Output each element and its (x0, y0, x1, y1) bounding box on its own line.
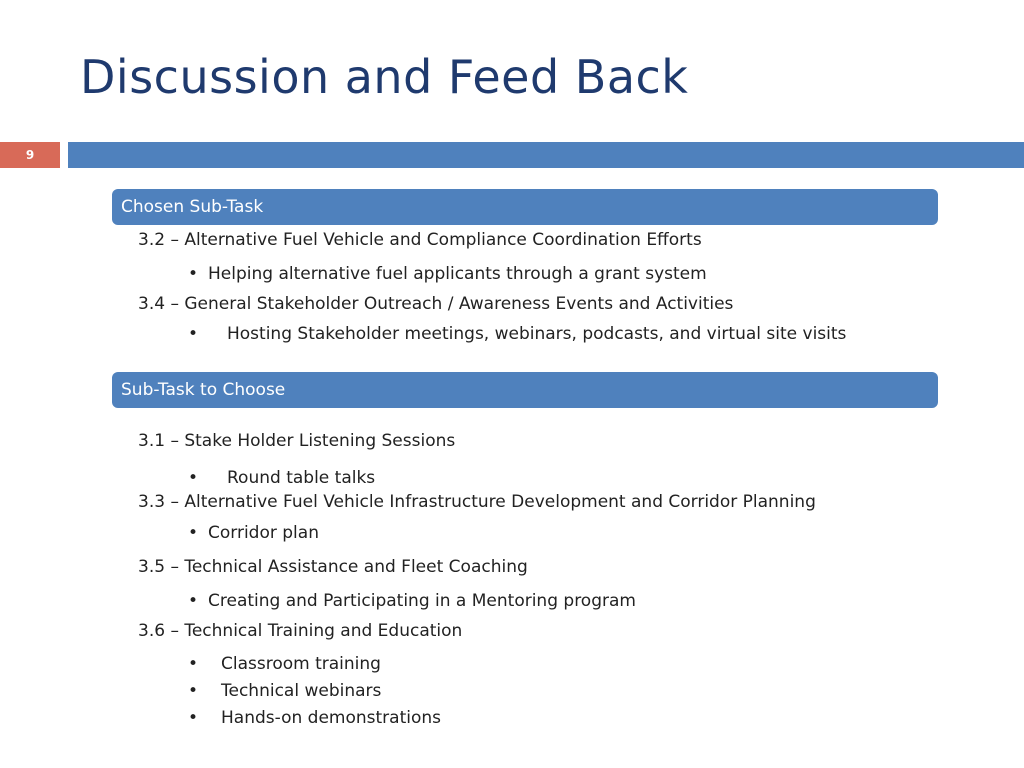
chosen-item-3-4: 3.4 – General Stakeholder Outreach / Awareness Events and Activities (138, 294, 734, 314)
bullet-icon: • (188, 591, 199, 611)
choose-item-3-5-bullet: Creating and Participating in a Mentoring program (208, 591, 636, 611)
choose-item-3-6-bullet-2: Technical webinars (221, 681, 382, 701)
subtask-to-choose-header: Sub-Task to Choose (112, 372, 938, 408)
bullet-icon: • (188, 654, 199, 674)
choose-item-3-3: 3.3 – Alternative Fuel Vehicle Infrastructure Development and Corridor Planning (138, 492, 816, 512)
choose-item-3-1-bullet: Round table talks (227, 468, 376, 488)
chosen-item-3-2: 3.2 – Alternative Fuel Vehicle and Compliance Coordination Efforts (138, 230, 702, 250)
chosen-item-3-2-bullet: Helping alternative fuel applicants through a grant system (208, 264, 707, 284)
bullet-icon: • (188, 324, 199, 344)
bullet-icon: • (188, 523, 199, 543)
slide-title: Discussion and Feed Back (80, 50, 689, 104)
slide-number: 9 (0, 142, 60, 168)
title-divider-bar (68, 142, 1024, 168)
choose-item-3-1: 3.1 – Stake Holder Listening Sessions (138, 431, 456, 451)
chosen-subtask-header: Chosen Sub-Task (112, 189, 938, 225)
choose-item-3-5: 3.5 – Technical Assistance and Fleet Coaching (138, 557, 528, 577)
choose-item-3-6: 3.6 – Technical Training and Education (138, 621, 463, 641)
chosen-item-3-4-bullet: Hosting Stakeholder meetings, webinars, podcasts, and virtual site visits (227, 324, 847, 344)
choose-item-3-6-bullet-1: Classroom training (221, 654, 381, 674)
bullet-icon: • (188, 708, 199, 728)
bullet-icon: • (188, 468, 199, 488)
choose-item-3-6-bullet-3: Hands-on demonstrations (221, 708, 441, 728)
bullet-icon: • (188, 264, 199, 284)
choose-item-3-3-bullet: Corridor plan (208, 523, 319, 543)
bullet-icon: • (188, 681, 199, 701)
